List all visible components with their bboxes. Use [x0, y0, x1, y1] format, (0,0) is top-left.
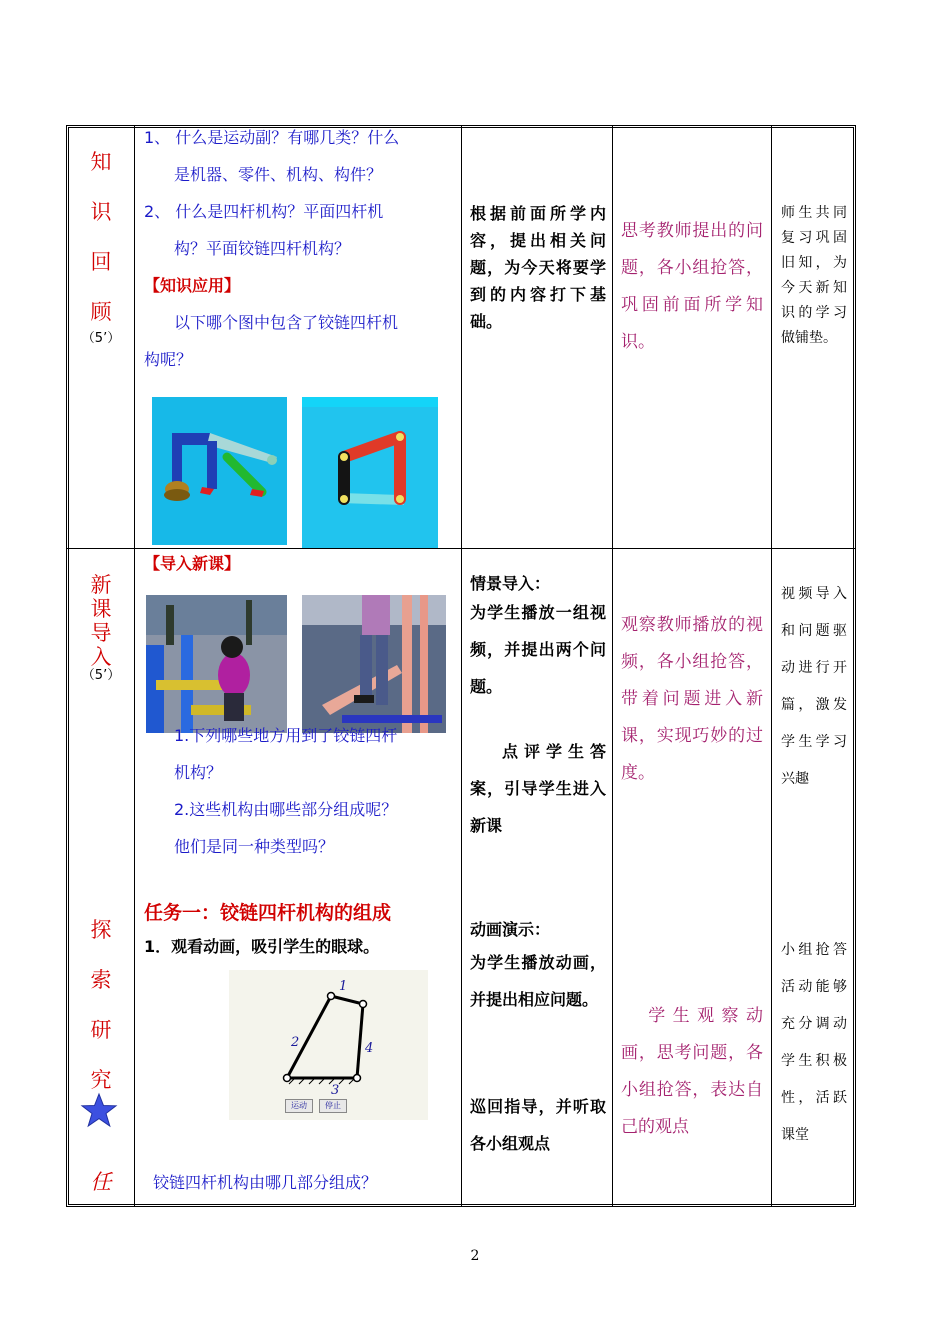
col-divider — [134, 125, 135, 1207]
photo-illustration-1 — [146, 595, 287, 733]
link-label-3: 3 — [331, 1083, 340, 1098]
explore-teacher-activity: 为学生播放动画，并提出相应问题。 — [470, 953, 606, 1009]
four-bar-linkage-diagram — [229, 970, 428, 1120]
fitness-equipment-photo-2 — [302, 595, 446, 733]
four-bar-mechanism-illustration — [302, 397, 438, 548]
intro-teacher-comment: 点评学生答案，引导学生进入新课 — [470, 742, 606, 835]
stage-task-char: 任 — [90, 1170, 112, 1194]
col-divider — [461, 125, 462, 1207]
task-question: 铰链四杆机构由哪几部分组成？ — [153, 1173, 378, 1192]
stage-explore: 探 索 研 究 — [90, 918, 112, 1092]
mechanism-image-1 — [152, 397, 287, 545]
stage-intro: 新 课 导 入 （5’） — [81, 573, 121, 683]
review-teacher-activity: 根据前面所学内容，提出相关问题，为今天将要学到的内容打下基础。 — [470, 204, 606, 331]
intro-content: 【导入新课】 — [144, 554, 241, 573]
stage-review: 知 识 回 顾 （5’） — [81, 150, 121, 346]
page-number: 2 — [470, 1248, 480, 1264]
stop-button[interactable]: 停止 — [319, 1099, 347, 1113]
link-label-2: 2 — [291, 1035, 300, 1050]
explore-design-intent: 小组抢答活动能够充分调动学生积极性，活跃课堂 — [781, 942, 847, 1143]
crane-mechanism-illustration — [152, 397, 287, 545]
task-step: 1．观看动画，吸引学生的眼球。 — [144, 937, 380, 956]
mechanism-image-2 — [302, 397, 438, 548]
intro-questions: 1.下列哪些地方用到了铰链四杆 机构？ 2.这些机构由哪些部分组成呢？ 他们是同一种类型吗？ — [174, 726, 398, 856]
link-label-1: 1 — [339, 979, 348, 994]
star-icon — [80, 1092, 118, 1128]
linkage-animation — [229, 970, 428, 1120]
explore-teacher-title: 动画演示： — [470, 920, 551, 939]
task-title: 任务一：铰链四杆机构的组成 — [144, 902, 392, 924]
review-design-intent: 师生共同复习巩固旧知，为今天新知识的学习做铺垫。 — [781, 205, 847, 346]
link-label-4: 4 — [365, 1041, 374, 1056]
fitness-equipment-photo-1 — [146, 595, 287, 733]
intro-teacher-title: 情景导入： — [470, 574, 551, 593]
explore-student-activity: 学生观察动画，思考问题，各小组抢答，表达自己的观点 — [621, 1006, 763, 1137]
review-content: 1、 什么是运动副？有哪几类？什么 是机器、零件、机构、构件？ 2、 什么是四杆机构？平面四杆机 构？平面铰链四杆机构？ 【知识应用】 以下哪个图中包含了铰链四杆机 构呢？ — [144, 128, 400, 369]
intro-student-activity: 观察教师播放的视频，各小组抢答，带着问题进入新课，实现巧妙的过度。 — [621, 615, 763, 783]
explore-teacher-guide: 巡回指导，并听取各小组观点 — [470, 1097, 606, 1153]
col-divider — [612, 125, 613, 1207]
col-divider — [771, 125, 772, 1207]
play-button[interactable]: 运动 — [285, 1099, 313, 1113]
review-student-activity: 思考教师提出的问题，各小组抢答，巩固前面所学知识。 — [621, 221, 763, 352]
photo-illustration-2 — [302, 595, 446, 733]
intro-teacher-activity: 为学生播放一组视频，并提出两个问题。 — [470, 603, 606, 696]
intro-design-intent: 视频导入和问题驱动进行开篇，激发学生学习兴趣 — [781, 586, 847, 787]
